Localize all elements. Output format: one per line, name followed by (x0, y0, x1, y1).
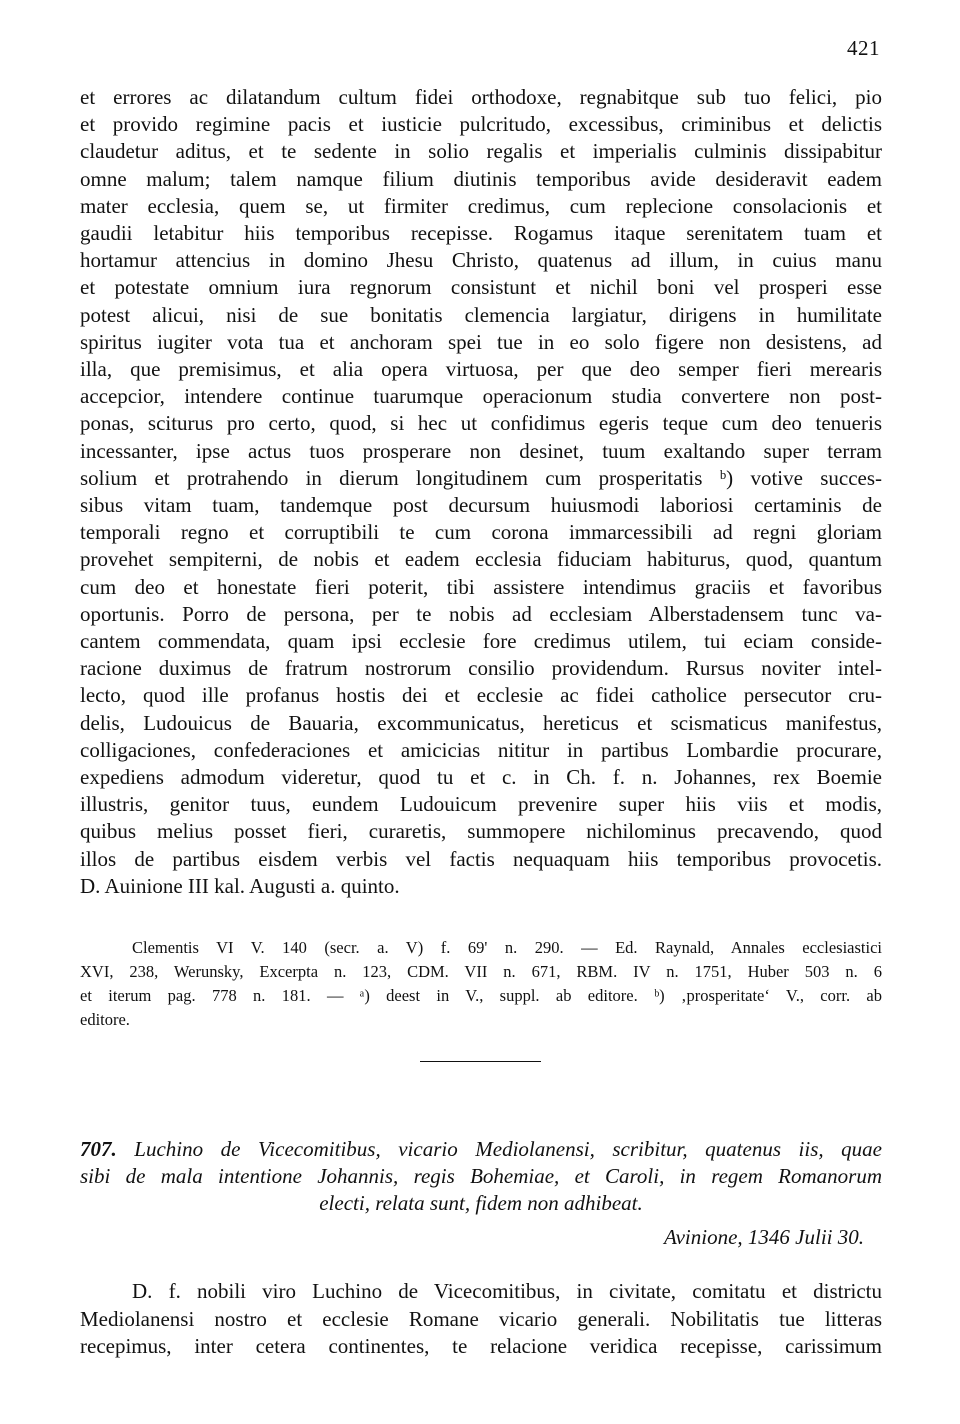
text-line: cum deo et honestate fieri poterit, tibi assistere intendimus graciis et favoribus (80, 574, 882, 599)
text-line: omne malum; talem namque filium diutinis temporibus avide desideravit eadem (80, 166, 882, 191)
text-line: spiritus iugiter vota tua et anchoram spei tue in eo solo figere non desistens, ad (80, 329, 882, 354)
heading-line: sibi de mala intentione Johannis, regis Bohemiae, et Caroli, in regem Romanorum (80, 1164, 882, 1188)
heading-line: electi, relata sunt, fidem non adhibeat. (319, 1191, 643, 1215)
opening-line: recepimus, inter cetera continentes, te relacione veridica recepisse, carissimum (80, 1334, 882, 1358)
text-line: racione duximus de fratrum nostrorum consilio providendum. Rursus noviter intel- (80, 656, 882, 681)
text-line: expediens admodum videretur, quod tu et c. in Ch. f. n. Johannes, rex Boemie (80, 765, 882, 790)
note-line: editore. (80, 1010, 130, 1029)
main-text-paragraph (80, 84, 882, 900)
text-line: gaudii letabitur hiis temporibus recepisse. Rogamus itaque serenitatem tuam et (80, 221, 882, 246)
document-heading (80, 1136, 882, 1217)
note-line: Clementis VI V. 140 (secr. a. V) f. 69' n. 290. — Ed. Raynald, Annales ecclesiastici (132, 938, 882, 957)
text-line: illos de partibus eisdem verbis vel factis nequaquam hiis temporibus provocetis. (80, 846, 882, 871)
text-line: illa, que premisimus, et alia opera virtuosa, per que deo semper fieri merearis (80, 357, 882, 382)
text-line: oportunis. Porro de persona, per te nobis ad ecclesiam Alberstadensem tunc va- (80, 601, 882, 626)
text-line: quibus melius posset fieri, curaretis, summopere nichilominus precavendo, quod (80, 819, 882, 844)
document-opening (80, 1278, 882, 1361)
opening-line: D. f. nobili viro Luchino de Vicecomitibus, in civitate, comitatu et districtu (132, 1279, 882, 1303)
opening-line: Mediolanensi nostro et ecclesie Romane vicario generali. Nobilitatis tue litteras (80, 1306, 882, 1331)
dateline-date: 1346 Julii 30. (747, 1225, 864, 1249)
note-line: et iterum pag. 778 n. 181. — ᵃ) deest in V., suppl. ab editore. ᵇ) ‚prosperitate‘ V., corr. ab (80, 986, 882, 1005)
text-line: mater ecclesia, quem se, ut firmiter credimus, cum replecione consolacionis et (80, 193, 882, 218)
text-line: potest alicui, nisi de sue bonitatis clemencia largiatur, dirigens in humilitate (80, 302, 882, 327)
text-line: provehet sempiterni, de nobis et eadem ecclesia fiduciam habiturus, quod, quantum (80, 547, 882, 572)
text-line: delis, Ludouicus de Bauaria, excommunicatus, hereticus et scismaticus manifestus, (80, 710, 882, 735)
text-line: cantem commendata, quam ipsi ecclesie fore credimus utilem, tui eciam conside- (80, 629, 882, 654)
text-line: temporali regno et corruptibili te cum corona immarcessibili ad regni gloriam (80, 520, 882, 545)
text-line: D. Auinione III kal. Augusti a. quinto. (80, 873, 400, 898)
text-line: accepcior, intendere continue tuarumque operacionum studia convertere non post- (80, 384, 882, 409)
dateline (664, 1225, 864, 1250)
text-line: lecto, quod ille profanus hostis dei et ecclesie ac fidei catholice persecutor cru- (80, 683, 882, 708)
section-divider (420, 1061, 541, 1062)
text-line: et provido regimine pacis et iusticie pulcritudo, excessibus, criminibus et delictis (80, 112, 882, 137)
text-line: colligaciones, confederaciones et amicicias nititur in partibus Lombardie procurare, (80, 737, 882, 762)
heading-text: Luchino de Vicecomitibus, vicario Mediolanensi, scribitur, quatenus iis, quae (134, 1137, 883, 1161)
text-line: claudetur aditus, et te sedente in solio regalis et imperialis culminis dissipabitur (80, 139, 882, 164)
text-line: incessanter, ipse actus tuos prosperare non desinet, tuum exaltando super terram (80, 438, 882, 463)
text-line: et errores ac dilatandum cultum fidei orthodoxe, regnabitque sub tuo felici, pio (80, 85, 882, 109)
text-line: illustris, genitor tuus, eundem Ludouicum prevenire super hiis viis et modis, (80, 792, 882, 817)
text-line: ponas, sciturus pro certo, quod, si hec ut confidimus egeris teque cum deo tenueris (80, 411, 882, 436)
document-number: 707. (80, 1137, 117, 1161)
text-line: sibus vitam tuam, tandemque post decursum huiusmodi laboriosi certaminis de (80, 493, 882, 518)
source-notes (80, 936, 882, 1032)
main-text-block (80, 84, 882, 900)
text-line: solium et protrahendo in dierum longitudinem cum prosperitatis ᵇ) votive succes- (80, 465, 882, 490)
page-number: 421 (847, 36, 880, 60)
dateline-place: Avinione, (663, 1225, 743, 1249)
heading-line (80, 1136, 882, 1163)
text-line: hortamur attencius in domino Jhesu Christo, quatenus ad illum, in cuius manu (80, 248, 882, 273)
note-line: XVI, 238, Werunsky, Excerpta n. 123, CDM. VII n. 671, RBM. IV n. 1751, Huber 503 n. 6 (80, 962, 882, 981)
text-line: et potestate omnium iura regnorum consistunt et nichil boni vel prosperi esse (80, 275, 882, 300)
